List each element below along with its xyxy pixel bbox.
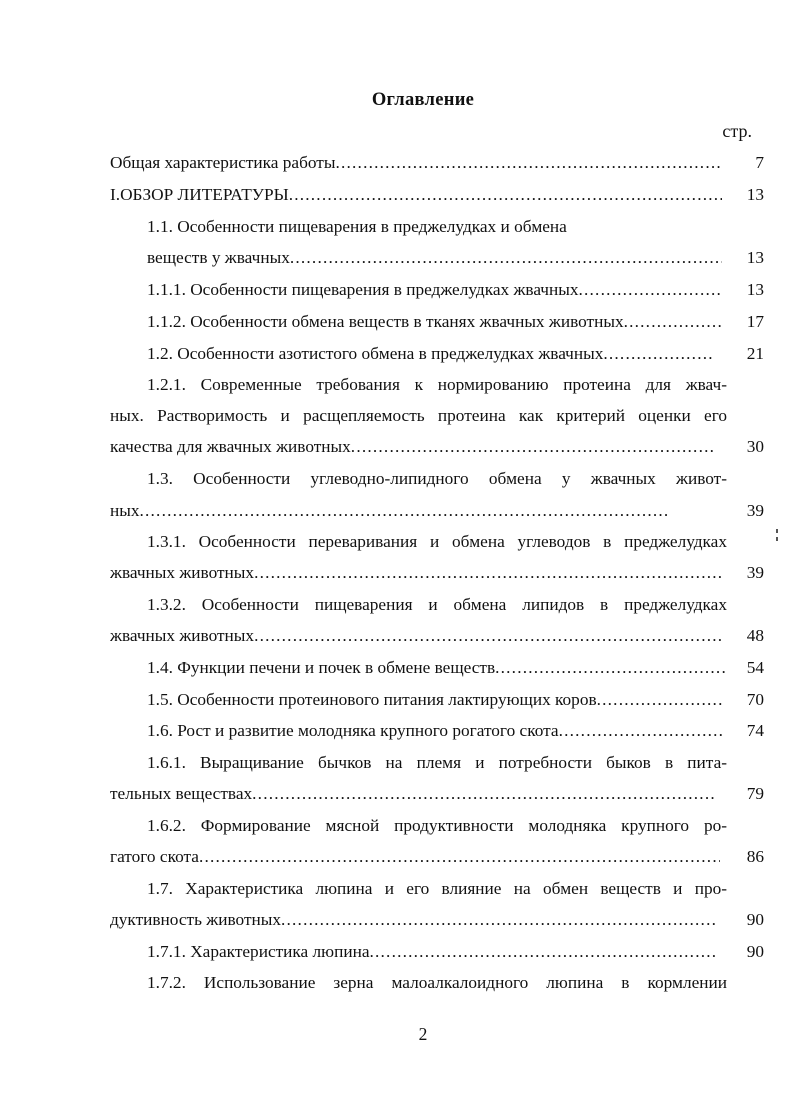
- toc-entry-1-3-line1[interactable]: [147, 464, 727, 494]
- toc-entry-1-1-line1[interactable]: [147, 212, 727, 242]
- toc-page-number: 13: [746, 280, 764, 299]
- toc-title: Оглавление: [371, 90, 475, 110]
- toc-entry-text: качества для жвачных животных: [110, 437, 351, 456]
- toc-entry-text: 1.7. Характеристика люпина и его влияние на обмен веществ и про-: [147, 879, 727, 898]
- toc-entry-1-6[interactable]: [147, 716, 725, 746]
- leader-dots: [254, 621, 722, 651]
- toc-page-number: 90: [746, 942, 764, 961]
- leader-dots: [199, 842, 720, 872]
- toc-entry-text: 1.6.1. Выращивание бычков на племя и потребности быков в пита-: [147, 753, 727, 772]
- toc-page-number: 7: [755, 153, 764, 172]
- leader-dots: [624, 307, 722, 337]
- page-column-header: стр.: [722, 121, 752, 141]
- toc-page-number: 30: [746, 437, 764, 456]
- toc-entry-1-1-line2[interactable]: [147, 243, 722, 273]
- toc-entry-1-3-1-line1[interactable]: [147, 527, 727, 557]
- toc-entry-text: жвачных животных: [110, 626, 255, 645]
- toc-page-number: 70: [746, 690, 764, 709]
- toc-page-number: 48: [746, 626, 764, 645]
- toc-entry-text: 1.7.1. Характеристика люпина: [147, 942, 370, 961]
- scan-speck-mark: [776, 529, 778, 543]
- toc-entry-1-2[interactable]: [147, 339, 712, 369]
- leader-dots: [289, 180, 722, 210]
- toc-entry-text: дуктивность животных: [110, 910, 281, 929]
- leader-dots: [335, 148, 722, 178]
- toc-entry-text: Общая характеристика работы: [110, 153, 336, 172]
- toc-page-number: 90: [746, 910, 764, 929]
- toc-entry-1-2-1-line3[interactable]: [110, 432, 715, 462]
- toc-entry-literature-review[interactable]: [110, 180, 722, 210]
- toc-entry-1-7-line1[interactable]: [147, 874, 727, 904]
- toc-entry-text: ных: [110, 501, 140, 520]
- toc-page-number: 21: [746, 344, 764, 363]
- toc-entry-1-6-2-line2[interactable]: [110, 842, 720, 872]
- toc-entry-1-3-1-line2[interactable]: [110, 558, 722, 588]
- toc-entry-text: 1.6. Рост и развитие молодняка крупного рогатого скота: [147, 721, 559, 740]
- toc-entry-text: веществ у жвачных: [147, 248, 290, 267]
- toc-entry-text: тельных веществах: [110, 784, 253, 803]
- toc-entry-1-7-1[interactable]: [147, 937, 717, 967]
- leader-dots: [579, 275, 723, 305]
- toc-entry-text: 1.1. Особенности пищеварения в преджелудках и обмена: [147, 217, 567, 236]
- leader-dots: [597, 685, 722, 715]
- leader-dots: [252, 779, 715, 809]
- toc-page-number: 13: [746, 248, 764, 267]
- toc-entry-text: 1.3. Особенности углеводно-липидного обмена у жвачных живот-: [147, 469, 727, 488]
- toc-page-number: 54: [746, 658, 764, 677]
- toc-entry-text: 1.2.1. Современные требования к нормированию протеина для жвач-: [147, 375, 727, 394]
- toc-entry-text: 1.5. Особенности протеинового питания лактирующих коров: [147, 690, 597, 709]
- toc-entry-text: 1.2. Особенности азотистого обмена в преджелудках жвачных: [147, 344, 604, 363]
- leader-dots: [290, 243, 722, 273]
- toc-entry-text: I.ОБЗОР ЛИТЕРАТУРЫ: [110, 185, 289, 204]
- toc-entry-1-3-2-line1[interactable]: [147, 590, 727, 620]
- toc-entry-1-6-1-line1[interactable]: [147, 748, 727, 778]
- toc-entry-text: 1.3.2. Особенности пищеварения и обмена липидов в преджелудках: [147, 595, 727, 614]
- toc-entry-1-7-line2[interactable]: [110, 905, 718, 935]
- toc-entry-text: гатого скота: [110, 847, 199, 866]
- leader-dots: [281, 905, 718, 935]
- toc-entry-1-3-2-line2[interactable]: [110, 621, 722, 651]
- toc-entry-1-3-line2[interactable]: [110, 496, 670, 526]
- page-number: 2: [418, 1024, 428, 1044]
- toc-entry-text: 1.6.2. Формирование мясной продуктивности молодняка крупного ро-: [147, 816, 727, 835]
- leader-dots: [495, 653, 725, 683]
- toc-entry-1-2-1-line2[interactable]: [110, 401, 727, 431]
- leader-dots: [140, 496, 671, 526]
- toc-entry-text: 1.3.1. Особенности переваривания и обмена углеводов в преджелудках: [147, 532, 727, 551]
- toc-entry-text: 1.1.2. Особенности обмена веществ в тканях жвачных животных: [147, 312, 624, 331]
- leader-dots: [559, 716, 725, 746]
- toc-entry-1-4[interactable]: [147, 653, 725, 683]
- toc-entry-1-1-2[interactable]: [147, 307, 722, 337]
- toc-entry-1-7-2-line1[interactable]: [147, 968, 727, 998]
- toc-page-number: 74: [746, 721, 764, 740]
- toc-entry-1-6-1-line2[interactable]: [110, 779, 715, 809]
- toc-entry-text: ных. Растворимость и расщепляемость протеина как критерий оценки его: [110, 406, 727, 425]
- toc-entry-text: 1.1.1. Особенности пищеварения в преджелудках жвачных: [147, 280, 579, 299]
- toc-entry-1-1-1[interactable]: [147, 275, 722, 305]
- toc-entry-general[interactable]: [110, 148, 722, 178]
- leader-dots: [351, 432, 715, 462]
- toc-page-number: 13: [746, 185, 764, 204]
- toc-page-number: 79: [746, 784, 764, 803]
- toc-page-number: 39: [746, 563, 764, 582]
- leader-dots: [603, 339, 712, 369]
- toc-page-number: 86: [746, 847, 764, 866]
- toc-entry-text: жвачных животных: [110, 563, 255, 582]
- toc-entry-1-2-1-line1[interactable]: [147, 370, 727, 400]
- toc-entry-text: 1.7.2. Использование зерна малоалкалоидного люпина в кормлении: [147, 973, 727, 992]
- leader-dots: [254, 558, 722, 588]
- toc-page-number: 39: [746, 501, 764, 520]
- toc-entry-text: 1.4. Функции печени и почек в обмене веществ: [147, 658, 496, 677]
- toc-entry-1-5[interactable]: [147, 685, 722, 715]
- toc-page-number: 17: [746, 312, 764, 331]
- leader-dots: [370, 937, 718, 967]
- toc-entry-1-6-2-line1[interactable]: [147, 811, 727, 841]
